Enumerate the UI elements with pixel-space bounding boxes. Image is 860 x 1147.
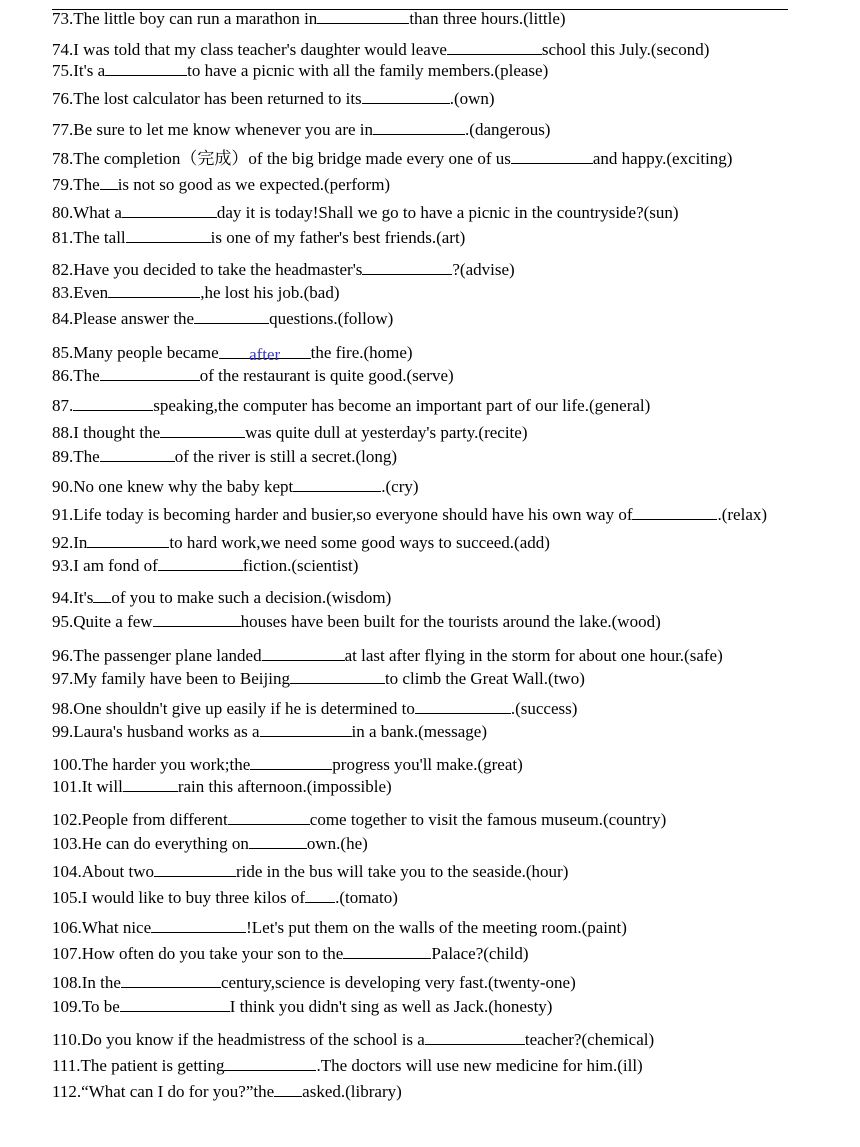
question-line bbox=[52, 8, 566, 29]
question-text-after: .(dangerous) bbox=[465, 120, 551, 139]
question-text-after: .(cry) bbox=[381, 477, 419, 496]
question-text-before: 105.I would like to buy three kilos of bbox=[52, 888, 306, 907]
question-text-before: 96.The passenger plane landed bbox=[52, 646, 262, 665]
question-line bbox=[52, 446, 397, 467]
question-text-before: 93.I am fond of bbox=[52, 556, 158, 575]
question-line bbox=[52, 476, 419, 497]
question-line bbox=[52, 645, 723, 666]
question-line bbox=[52, 60, 548, 81]
answer-blank[interactable] bbox=[425, 1029, 525, 1045]
question-text-after: to climb the Great Wall.(two) bbox=[384, 669, 585, 688]
answer-blank[interactable] bbox=[122, 202, 217, 218]
question-text-after: fiction.(scientist) bbox=[242, 556, 359, 575]
question-text-before: 103.He can do everything on bbox=[52, 834, 249, 853]
answer-blank[interactable] bbox=[153, 611, 241, 627]
answer-blank[interactable] bbox=[305, 887, 335, 903]
question-line bbox=[52, 365, 454, 386]
answer-blank[interactable] bbox=[228, 809, 310, 825]
question-line bbox=[52, 227, 465, 248]
question-text-after: to hard work,we need some good ways to succeed.(add) bbox=[169, 533, 550, 552]
question-text-after: ride in the bus will take you to the seaside.(hour) bbox=[236, 862, 569, 881]
question-text-before: 110.Do you know if the headmistress of the school is a bbox=[52, 1030, 425, 1049]
question-line bbox=[52, 1029, 654, 1050]
question-text-before: 99.Laura's husband works as a bbox=[52, 722, 260, 741]
answer-text: after bbox=[249, 345, 281, 364]
question-text-after: come together to visit the famous museum.(country) bbox=[309, 810, 667, 829]
question-line bbox=[52, 119, 550, 140]
answer-blank[interactable] bbox=[632, 504, 717, 520]
answer-blank[interactable] bbox=[373, 119, 465, 135]
answer-blank[interactable] bbox=[100, 365, 200, 381]
question-text-after: .The doctors will use new medicine for him.(ill) bbox=[316, 1056, 643, 1075]
answer-blank[interactable] bbox=[87, 532, 169, 548]
answer-blank[interactable] bbox=[100, 446, 175, 462]
question-text-before: 106.What nice bbox=[52, 918, 152, 937]
question-text-after: is not so good as we expected.(perform) bbox=[117, 175, 391, 194]
question-text-after: and happy.(exciting) bbox=[592, 149, 733, 168]
answer-blank[interactable] bbox=[100, 174, 118, 190]
answer-blank[interactable] bbox=[93, 587, 111, 603]
question-text-after: at last after flying in the storm for about one hour.(safe) bbox=[344, 646, 723, 665]
answer-blank[interactable] bbox=[73, 395, 153, 411]
question-text-before: 100.The harder you work;the bbox=[52, 755, 251, 774]
answer-blank[interactable] bbox=[447, 39, 542, 55]
question-text-before: 90.No one knew why the baby kept bbox=[52, 477, 294, 496]
answer-blank[interactable] bbox=[250, 754, 332, 770]
question-text-before: 98.One shouldn't give up easily if he is determined to bbox=[52, 699, 415, 718]
question-text-before: 104.About two bbox=[52, 862, 154, 881]
question-text-before: 77.Be sure to let me know whenever you are in bbox=[52, 120, 374, 139]
question-line bbox=[52, 308, 393, 329]
question-line bbox=[52, 504, 767, 525]
question-text-after: ?(advise) bbox=[452, 260, 515, 279]
question-text-after: asked.(library) bbox=[302, 1082, 402, 1101]
question-text-after: school this July.(second) bbox=[541, 40, 710, 59]
question-line bbox=[52, 721, 487, 742]
question-text-before: 73.The little boy can run a marathon in bbox=[52, 9, 318, 28]
question-text-after: own.(he) bbox=[306, 834, 368, 853]
question-line bbox=[52, 972, 576, 993]
question-text-before: 78.The completion（完成）of the big bridge made every one of us bbox=[52, 149, 511, 168]
question-text-before: 112.“What can I do for you?”the bbox=[52, 1082, 275, 1101]
question-text-after: than three hours.(little) bbox=[409, 9, 566, 28]
question-line bbox=[52, 611, 661, 632]
question-text-before: 107.How often do you take your son to the bbox=[52, 944, 344, 963]
question-text-after: .(own) bbox=[449, 89, 495, 108]
answer-blank[interactable] bbox=[126, 227, 211, 243]
question-text-before: 84.Please answer the bbox=[52, 309, 195, 328]
answer-blank[interactable] bbox=[123, 776, 178, 792]
question-text-after: rain this afternoon.(impossible) bbox=[177, 777, 392, 796]
question-line bbox=[52, 861, 568, 882]
question-text-after: of the river is still a secret.(long) bbox=[174, 447, 398, 466]
answer-blank[interactable] bbox=[262, 645, 345, 661]
answer-blank[interactable] bbox=[362, 259, 452, 275]
question-line bbox=[52, 917, 627, 938]
question-line bbox=[52, 282, 339, 303]
question-line bbox=[52, 259, 515, 280]
question-text-after: teacher?(chemical) bbox=[524, 1030, 655, 1049]
question-text-after: was quite dull at yesterday's party.(recite) bbox=[245, 423, 528, 442]
question-line bbox=[52, 668, 585, 689]
question-text-before: 102.People from different bbox=[52, 810, 228, 829]
question-text-before: 92.In bbox=[52, 533, 88, 552]
question-line bbox=[52, 943, 529, 964]
question-line bbox=[52, 88, 495, 109]
question-line bbox=[52, 532, 550, 553]
answer-blank[interactable] bbox=[511, 148, 593, 164]
question-text-before: 108.In the bbox=[52, 973, 121, 992]
question-line bbox=[52, 1081, 402, 1102]
answer-blank[interactable] bbox=[219, 343, 311, 364]
answer-blank[interactable] bbox=[317, 8, 409, 24]
answer-blank[interactable] bbox=[290, 668, 385, 684]
question-line bbox=[52, 148, 732, 169]
question-text-before: 86.The bbox=[52, 366, 100, 385]
question-text-after: .(success) bbox=[510, 699, 578, 718]
question-text-after: speaking,the computer has become an important part of our life.(general) bbox=[153, 396, 651, 415]
question-text-before: 88.I thought the bbox=[52, 423, 161, 442]
question-text-before: 87. bbox=[52, 396, 74, 415]
question-text-before: 74.I was told that my class teacher's daughter would leave bbox=[52, 40, 447, 59]
question-text-before: 89.The bbox=[52, 447, 100, 466]
question-text-after: .(tomato) bbox=[335, 888, 398, 907]
question-text-before: 79.The bbox=[52, 175, 100, 194]
question-line bbox=[52, 395, 650, 416]
question-line bbox=[52, 833, 368, 854]
question-line bbox=[52, 587, 391, 608]
question-text-before: 83.Even bbox=[52, 283, 109, 302]
answer-blank[interactable] bbox=[343, 943, 431, 959]
answer-blank[interactable] bbox=[194, 308, 269, 324]
answer-blank[interactable] bbox=[121, 972, 221, 988]
answer-blank[interactable] bbox=[151, 917, 246, 933]
question-line bbox=[52, 174, 390, 195]
question-text-after: questions.(follow) bbox=[269, 309, 394, 328]
question-text-after: of the restaurant is quite good.(serve) bbox=[199, 366, 454, 385]
question-text-before: 101.It will bbox=[52, 777, 123, 796]
answer-blank[interactable] bbox=[274, 1081, 302, 1097]
question-line bbox=[52, 202, 679, 223]
question-text-before: 81.The tall bbox=[52, 228, 126, 247]
question-text-after: of you to make such a decision.(wisdom) bbox=[111, 588, 392, 607]
question-text-after: century,science is developing very fast.(twenty-one) bbox=[220, 973, 576, 992]
question-text-before: 85.Many people became bbox=[52, 343, 219, 362]
question-line bbox=[52, 555, 358, 576]
question-text-after: Palace?(child) bbox=[431, 944, 529, 963]
question-text-after: .(relax) bbox=[717, 505, 768, 524]
question-text-before: 76.The lost calculator has been returned to its bbox=[52, 89, 362, 108]
question-line bbox=[52, 996, 552, 1017]
question-text-before: 94.It's bbox=[52, 588, 94, 607]
question-line bbox=[52, 422, 528, 443]
question-line bbox=[52, 754, 523, 775]
answer-blank[interactable] bbox=[105, 60, 187, 76]
answer-blank[interactable] bbox=[154, 861, 236, 877]
question-line bbox=[52, 887, 398, 908]
question-text-before: 80.What a bbox=[52, 203, 122, 222]
question-text-after: progress you'll make.(great) bbox=[332, 755, 523, 774]
question-line bbox=[52, 809, 666, 830]
answer-blank[interactable] bbox=[160, 422, 245, 438]
question-line bbox=[52, 776, 392, 797]
answer-blank[interactable] bbox=[158, 555, 243, 571]
question-text-after: houses have been built for the tourists around the lake.(wood) bbox=[240, 612, 661, 631]
question-text-before: 111.The patient is getting bbox=[52, 1056, 225, 1075]
question-text-after: in a bank.(message) bbox=[351, 722, 487, 741]
question-text-after: day it is today!Shall we go to have a picnic in the countryside?(sun) bbox=[216, 203, 679, 222]
answer-blank[interactable] bbox=[293, 476, 381, 492]
question-text-after: !Let's put them on the walls of the meeting room.(paint) bbox=[246, 918, 627, 937]
question-text-before: 97.My family have been to Beijing bbox=[52, 669, 290, 688]
question-text-after: the fire.(home) bbox=[310, 343, 413, 362]
answer-blank[interactable] bbox=[415, 698, 511, 714]
answer-blank[interactable] bbox=[260, 721, 352, 737]
question-line bbox=[52, 698, 577, 719]
question-text-after: is one of my father's best friends.(art) bbox=[210, 228, 466, 247]
question-line bbox=[52, 39, 709, 60]
answer-blank[interactable] bbox=[362, 88, 450, 104]
question-text-before: 95.Quite a few bbox=[52, 612, 153, 631]
answer-blank[interactable] bbox=[108, 282, 200, 298]
question-text-before: 75.It's a bbox=[52, 61, 106, 80]
question-text-after: to have a picnic with all the family members.(please) bbox=[187, 61, 549, 80]
answer-blank[interactable] bbox=[249, 833, 307, 849]
answer-blank[interactable] bbox=[224, 1055, 316, 1071]
question-line bbox=[52, 1055, 643, 1076]
question-line bbox=[52, 343, 413, 363]
question-text-before: 82.Have you decided to take the headmaster's bbox=[52, 260, 363, 279]
answer-blank[interactable] bbox=[120, 996, 230, 1012]
question-text-before: 91.Life today is becoming harder and busier,so everyone should have his own way of bbox=[52, 505, 633, 524]
question-text-after: ,he lost his job.(bad) bbox=[200, 283, 340, 302]
question-text-before: 109.To be bbox=[52, 997, 120, 1016]
question-text-after: I think you didn't sing as well as Jack.(honesty) bbox=[229, 997, 553, 1016]
